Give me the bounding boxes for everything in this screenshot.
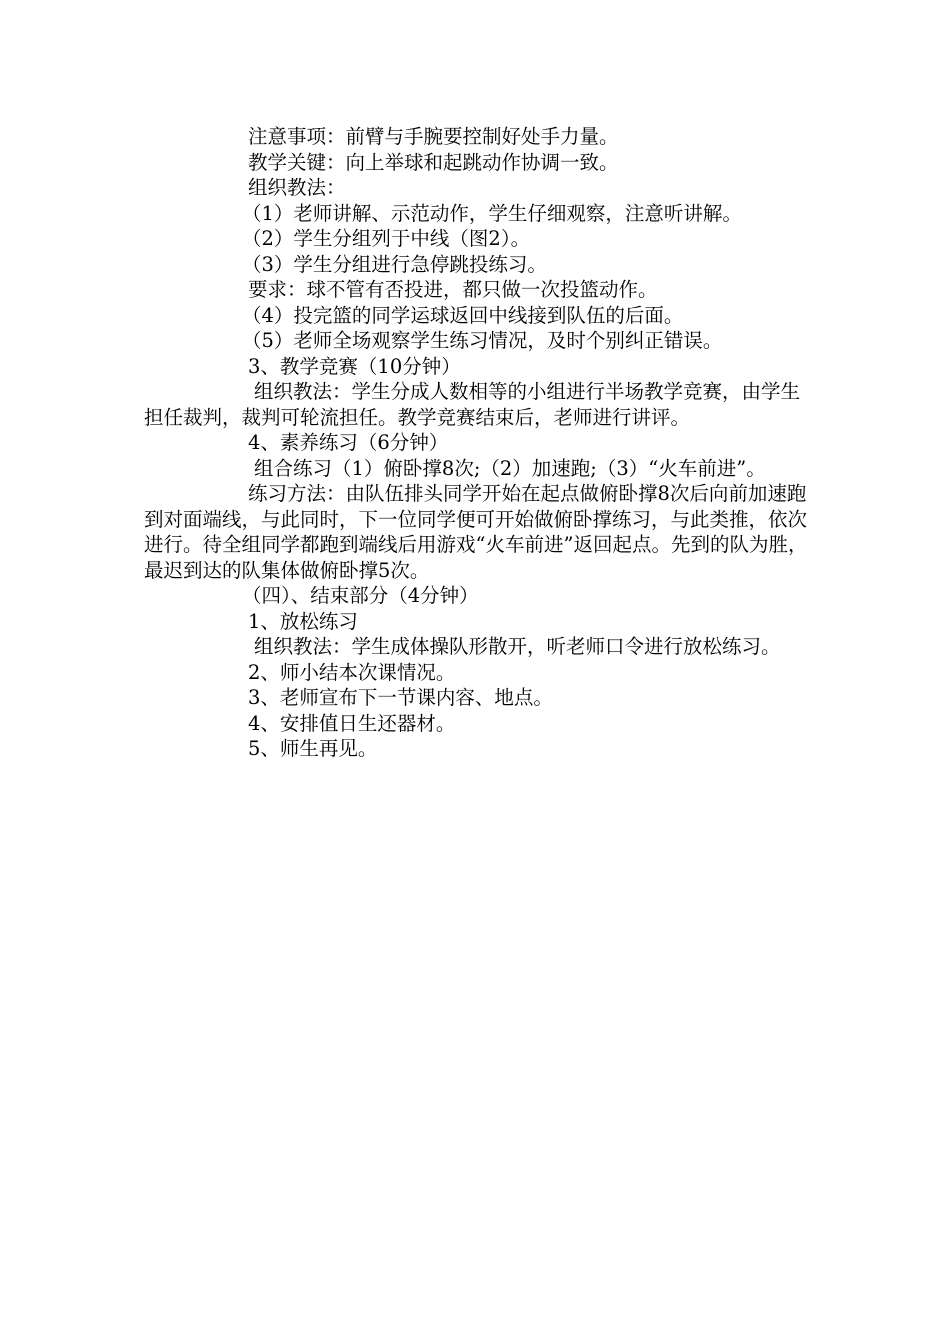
paragraph-organization-heading: 组织教法： <box>248 176 346 199</box>
list-item-equipment: 4、安排值日生还器材。 <box>248 711 456 735</box>
paragraph-combo-exercise: 组合练习（1）俯卧撑8次;（2）加速跑;（3）“火车前进”。 <box>254 456 766 480</box>
paragraph-step-4: （4）投完篮的同学运球返回中线接到队伍的后面。 <box>242 303 684 327</box>
paragraph-precautions: 注意事项：前臂与手腕要控制好处手力量。 <box>248 125 619 148</box>
paragraph-step-2: （2）学生分组列于中线（图2）。 <box>242 227 531 250</box>
paragraph-teaching-key: 教学关键：向上举球和起跳动作协调一致。 <box>248 150 619 174</box>
list-item-summary: 2、师小结本次课情况。 <box>248 660 456 684</box>
paragraph-step-1: （1）老师讲解、示范动作，学生仔细观察，注意听讲解。 <box>242 201 742 225</box>
section-heading-relax: 1、放松练习 <box>248 609 358 633</box>
paragraph-exercise-method: 练习方法：由队伍排头同学开始在起点做俯卧撑8次后向前加速跑到对面端线，与此同时，下一位同学便可开始做俯卧撑练习，与此类推，依次进行。待全组同学都跑到端线后用游戏“火车前进”返回起点。先到的队为胜，最迟到达的队集体做俯卧撑5次。 <box>144 482 808 582</box>
document-body <box>144 124 808 762</box>
paragraph-competition-method: 组织教法：学生分成人数相等的小组进行半场教学竞赛，由学生担任裁判，裁判可轮流担任。教学竞赛结束后，老师进行讲评。 <box>144 380 801 429</box>
section-heading-competition: 3、教学竞赛（10分钟） <box>248 354 461 378</box>
section-heading-ending: （四）、结束部分（4分钟） <box>242 584 479 607</box>
paragraph-step-3: （3）学生分组进行急停跳投练习。 <box>242 252 547 276</box>
list-item-goodbye: 5、师生再见。 <box>248 737 378 760</box>
paragraph-requirement: 要求：球不管有否投进，都只做一次投篮动作。 <box>248 278 658 301</box>
paragraph-step-5: （5）老师全场观察学生练习情况，及时个别纠正错误。 <box>242 329 723 352</box>
section-heading-fitness: 4、素养练习（6分钟） <box>248 431 449 454</box>
paragraph-relax-method: 组织教法：学生成体操队形散开，听老师口令进行放松练习。 <box>254 635 781 658</box>
list-item-next-class: 3、老师宣布下一节课内容、地点。 <box>248 686 553 709</box>
